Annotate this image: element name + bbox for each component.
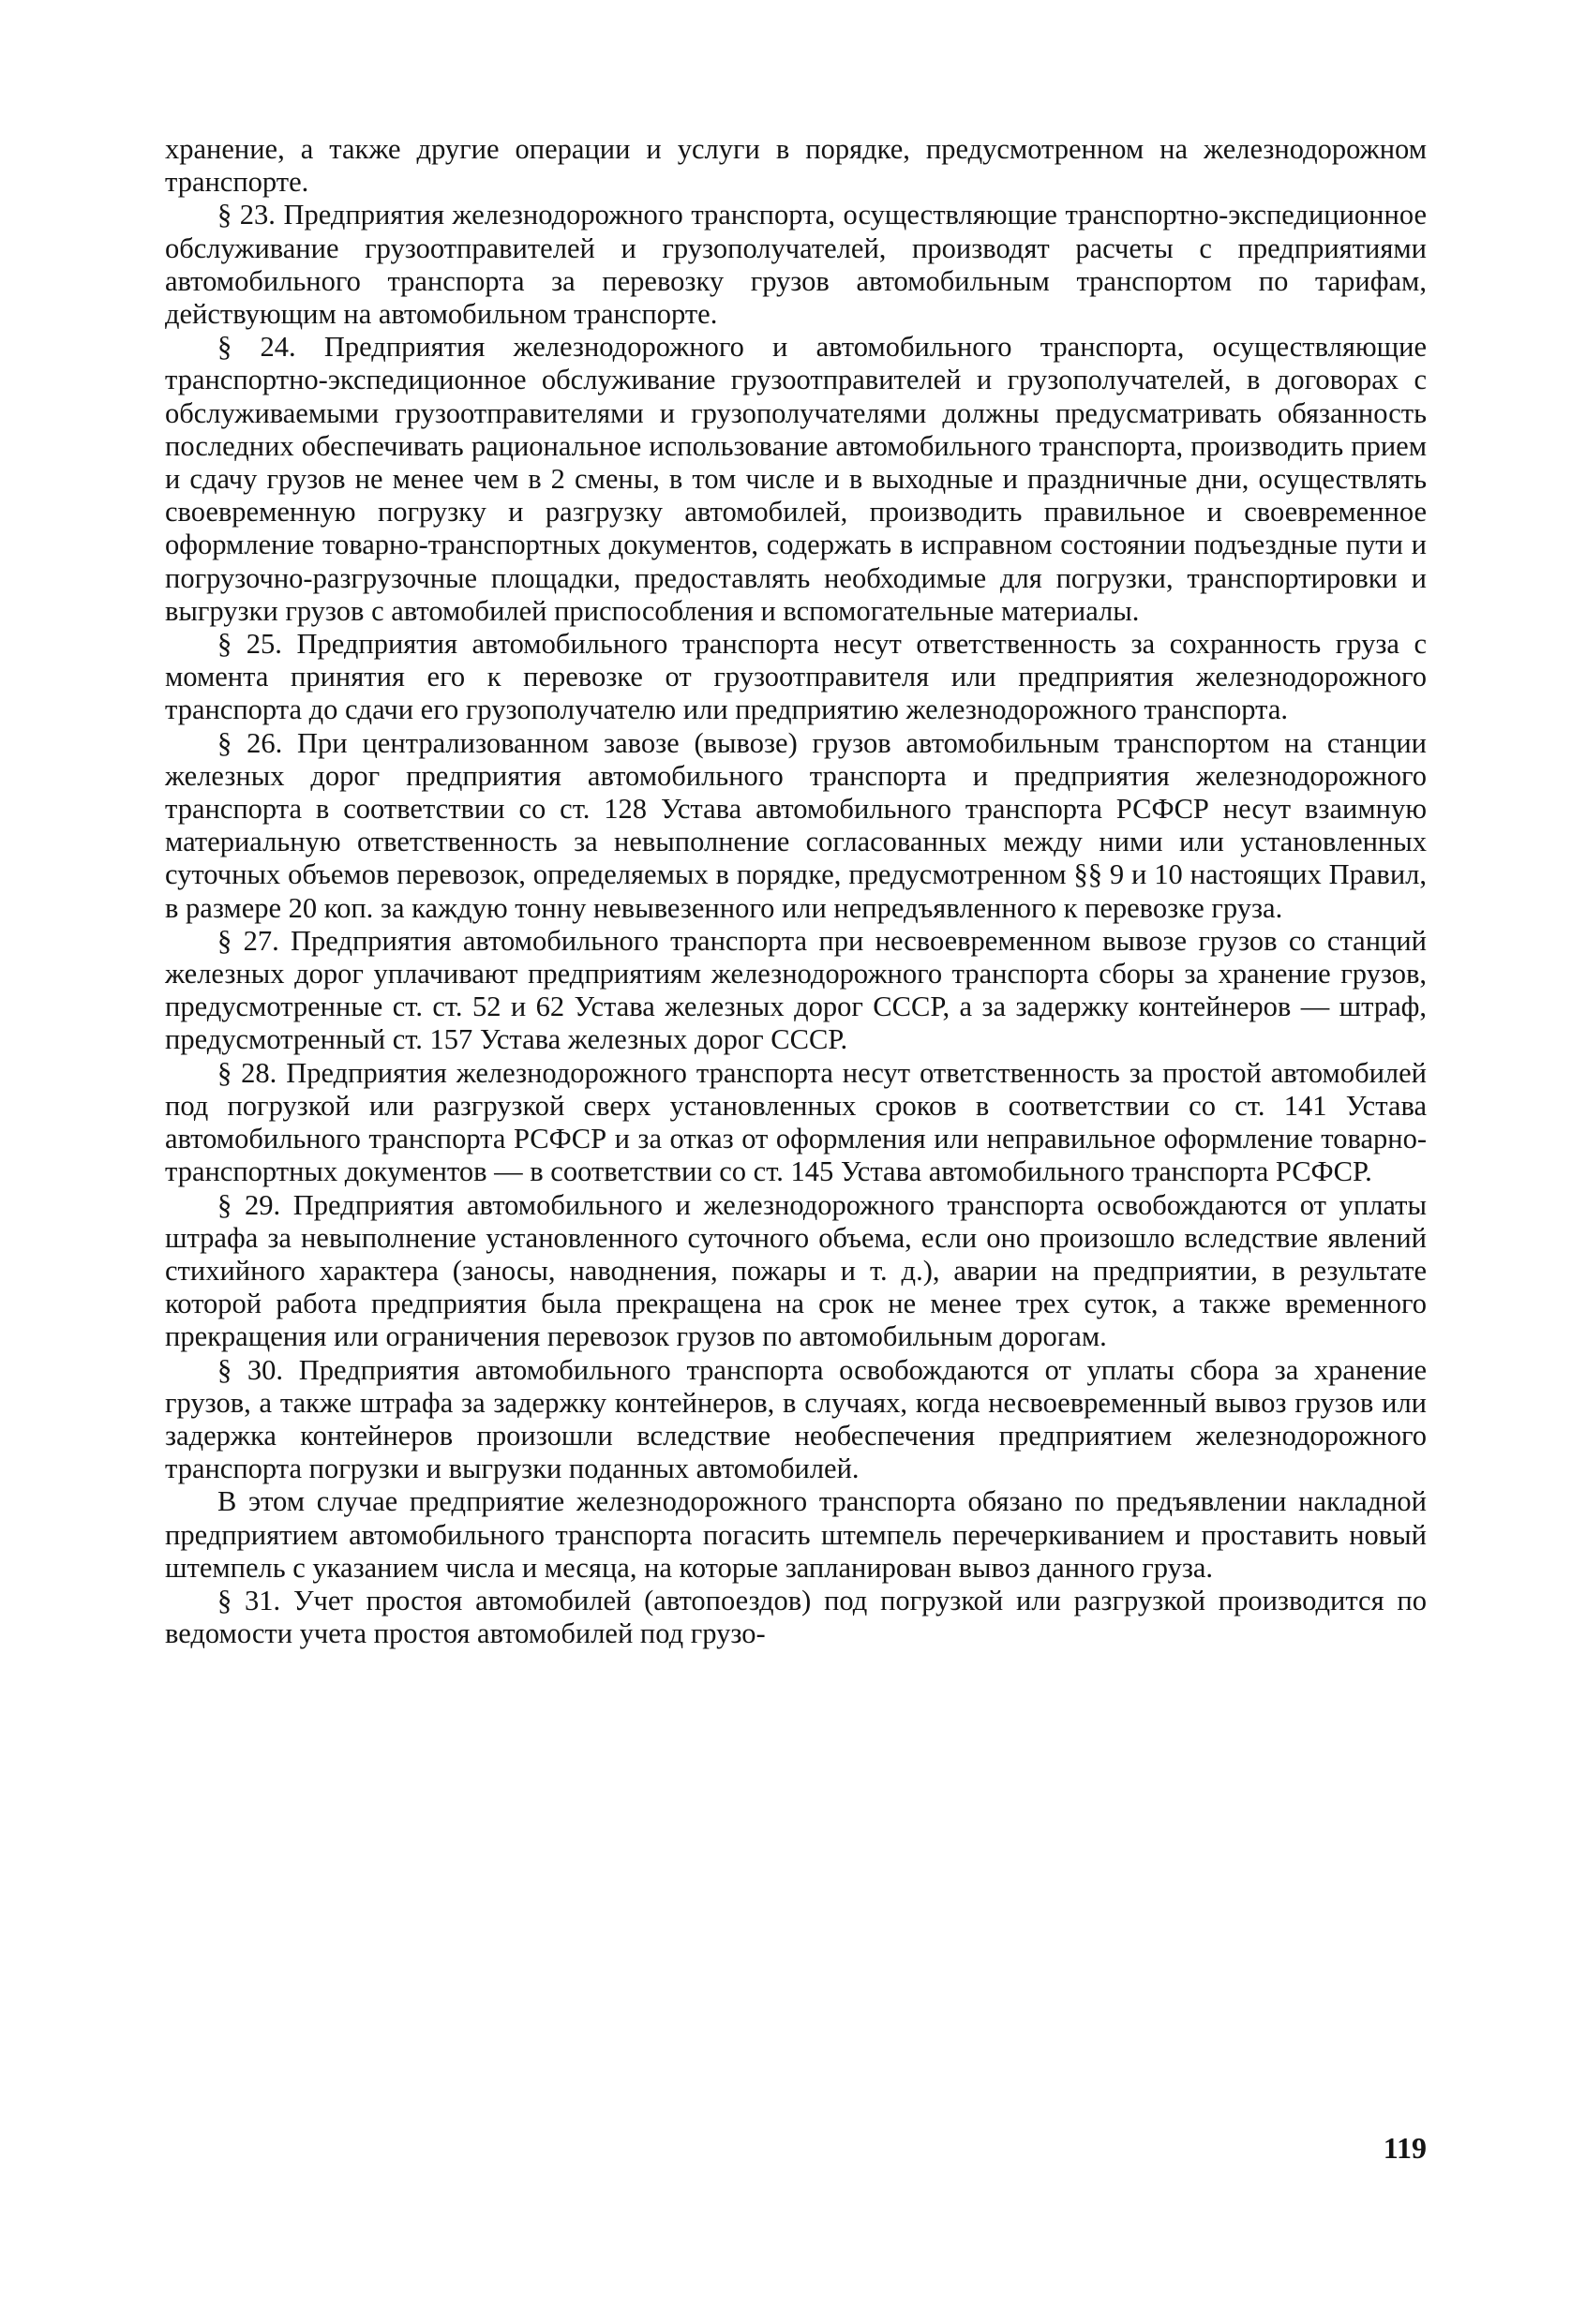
paragraph-section-31: § 31. Учет простоя автомобилей (автопоездов) под погрузкой или разгрузкой производится по ведомости учета простоя автомобилей под грузо- <box>165 1584 1427 1650</box>
paragraph-section-23: § 23. Предприятия железнодорожного транспорта, осуществляющие транспортно-экспедиционное обслуживание грузоотправителей и грузополучателей, производят расчеты с предприятиями автомобильного транспорта за перевозку грузов автомобильным транспортом по тарифам, действующим на автомобильном транспорте. <box>165 199 1427 331</box>
paragraph-section-29: § 29. Предприятия автомобильного и железнодорожного транспорта освобождаются от уплаты штрафа за невыполнение установленного суточного объема, если оно произошло вследствие явлений стихийного характера (заносы, наводнения, пожары и т. д.), аварии на предприятии, в результате которой работа предприятия была прекращена на срок не менее трех суток, а также временного прекращения или ограничения перевозок грузов по автомобильным дорогам. <box>165 1188 1427 1353</box>
paragraph-section-24: § 24. Предприятия железнодорожного и автомобильного транспорта, осуществляющие транспортно-экспедиционное обслуживание грузоотправителей и грузополучателей, в договорах с обслуживаемыми грузоотправителями и грузополучателями должны предусматривать обязанность последних обеспечивать рациональное использование автомобильного транспорта, производить прием и сдачу грузов не менее чем в 2 смены, в том числе и в выходные и праздничные дни, осуществлять своевременную погрузку и разгрузку автомобилей, производить правильное и своевременное оформление товарно-транспортных документов, содержать в исправном состоянии подъездные пути и погрузочно-разгрузочные площадки, предоставлять необходимые для погрузки, транспортировки и выгрузки грузов с автомобилей приспособления и вспомогательные материалы. <box>165 331 1427 627</box>
document-page <box>165 133 1427 1650</box>
page-number: 119 <box>1383 2131 1427 2165</box>
paragraph-section-30-continued: В этом случае предприятие железнодорожного транспорта обязано по предъявлении накладной предприятием автомобильного транспорта погасить штемпель перечеркиванием и проставить новый штемпель с указанием числа и месяца, на которые запланирован вывоз данного груза. <box>165 1485 1427 1584</box>
paragraph-section-25: § 25. Предприятия автомобильного транспорта несут ответственность за сохранность груза с момента принятия его к перевозке от грузоотправителя или предприятия железнодорожного транспорта до сдачи его грузополучателю или предприятию железнодорожного транспорта. <box>165 628 1427 726</box>
paragraph-section-26: § 26. При централизованном завозе (вывозе) грузов автомобильным транспортом на станции железных дорог предприятия автомобильного транспорта и предприятия железнодорожного транспорта в соответствии со ст. 128 Устава автомобильного транспорта РСФСР несут взаимную материальную ответственность за невыполнение согласованных между ними или установленных суточных объемов перевозок, определяемых в порядке, предусмотренном §§ 9 и 10 настоящих Правил, в размере 20 коп. за каждую тонну невывезенного или непредъявленного к перевозке груза. <box>165 726 1427 924</box>
paragraph-continuation: хранение, а также другие операции и услуги в порядке, предусмотренном на железнодорожном транспорте. <box>165 133 1427 199</box>
paragraph-section-27: § 27. Предприятия автомобильного транспорта при несвоевременном вывозе грузов со станций железных дорог уплачивают предприятиям железнодорожного транспорта сборы за хранение грузов, предусмотренные ст. ст. 52 и 62 Устава железных дорог СССР, а за задержку контейнеров — штраф, предусмотренный ст. 157 Устава железных дорог СССР. <box>165 924 1427 1056</box>
paragraph-section-30: § 30. Предприятия автомобильного транспорта освобождаются от уплаты сбора за хранение грузов, а также штрафа за задержку контейнеров, в случаях, когда несвоевременный вывоз грузов или задержка контейнеров произошли вследствие необеспечения предприятием железнодорожного транспорта погрузки и выгрузки поданных автомобилей. <box>165 1353 1427 1485</box>
paragraph-section-28: § 28. Предприятия железнодорожного транспорта несут ответственность за простой автомобилей под погрузкой или разгрузкой сверх установленных сроков в соответствии со ст. 141 Устава автомобильного транспорта РСФСР и за отказ от оформления или неправильное оформление товарно-транспортных документов — в соответствии со ст. 145 Устава автомобильного транспорта РСФСР. <box>165 1056 1427 1188</box>
